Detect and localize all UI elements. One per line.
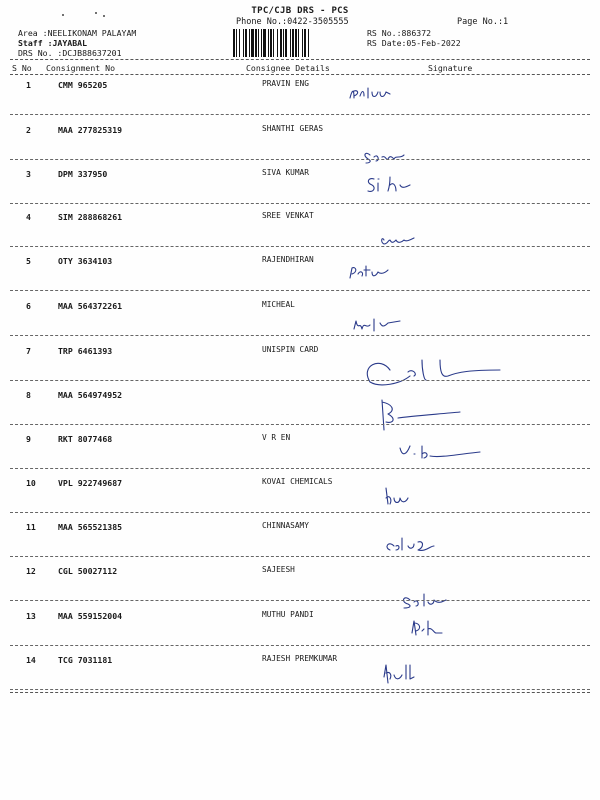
barcode-bar xyxy=(261,29,262,57)
rs-info xyxy=(367,28,461,48)
row-divider xyxy=(10,512,590,513)
barcode-bar xyxy=(308,29,309,57)
column-header-consignee: Consignee Details xyxy=(246,63,330,73)
barcode-bar xyxy=(285,29,287,57)
row-sno: 5 xyxy=(26,256,31,266)
table-row xyxy=(0,390,600,434)
row-sno: 14 xyxy=(26,655,36,665)
row-consignee: RAJENDHIRAN xyxy=(262,255,314,264)
row-consignee: UNISPIN CARD xyxy=(262,345,319,354)
barcode-bar xyxy=(304,29,306,57)
column-header-sno: S No xyxy=(12,63,32,73)
column-header-consignment: Consignment No xyxy=(46,63,116,73)
signature-image xyxy=(330,522,530,566)
row-consignment-no: DPM 337950 xyxy=(58,169,108,179)
row-divider xyxy=(10,203,590,204)
area-label: Area :NEELIKONAM PALAYAM xyxy=(18,28,137,38)
barcode-bar xyxy=(298,29,299,57)
row-divider xyxy=(10,556,590,557)
row-consignee: PRAVIN ENG xyxy=(262,79,309,88)
barcode-bar xyxy=(233,29,235,57)
table-row xyxy=(0,611,600,655)
drs-number: DRS No. :DCJB88637201 xyxy=(18,48,122,58)
row-consignment-no: TCG 7031181 xyxy=(58,655,113,665)
row-consignee: V R EN xyxy=(262,433,291,442)
barcode-bar xyxy=(302,29,303,57)
header-divider-bottom xyxy=(10,74,590,75)
signature-image xyxy=(330,611,530,655)
scan-speck xyxy=(103,15,105,17)
barcode-bar xyxy=(295,29,297,57)
barcode-bar xyxy=(245,29,247,57)
row-sno: 4 xyxy=(26,212,31,222)
signature-image xyxy=(330,390,530,434)
barcode-bar xyxy=(263,29,266,57)
rs-number: RS No.:886372 xyxy=(367,28,432,38)
header-divider-top xyxy=(10,59,590,60)
row-sno: 8 xyxy=(26,390,31,400)
row-consignment-no: MAA 277825319 xyxy=(58,125,123,135)
scan-speck xyxy=(95,12,97,14)
row-consignee: MICHEAL xyxy=(262,300,295,309)
row-sno: 13 xyxy=(26,611,36,621)
barcode-bar xyxy=(243,29,244,57)
table-row xyxy=(0,301,600,345)
row-consignment-no: MAA 559152004 xyxy=(58,611,123,621)
row-consignment-no: TRP 6461393 xyxy=(58,346,113,356)
table-row xyxy=(0,346,600,390)
barcode-bar xyxy=(239,29,240,57)
barcode-bar xyxy=(236,29,237,57)
row-sno: 9 xyxy=(26,434,31,444)
row-divider xyxy=(10,645,590,646)
row-sno: 3 xyxy=(26,169,31,179)
signature-image xyxy=(330,346,530,390)
row-divider xyxy=(10,380,590,381)
barcode-bar xyxy=(290,29,291,57)
barcode-bar xyxy=(273,29,274,57)
row-consignment-no: OTY 3634103 xyxy=(58,256,113,266)
row-divider xyxy=(10,468,590,469)
row-sno: 11 xyxy=(26,522,36,532)
row-consignment-no: MAA 564974952 xyxy=(58,390,123,400)
signature-image xyxy=(330,256,530,300)
table-row xyxy=(0,125,600,169)
row-sno: 1 xyxy=(26,80,31,90)
row-divider xyxy=(10,335,590,336)
barcode-bar xyxy=(283,29,284,57)
signature-image xyxy=(330,434,530,478)
phone-number: Phone No.:0422-3505555 xyxy=(236,17,349,27)
row-consignment-no: MAA 565521385 xyxy=(58,522,123,532)
staff-label: Staff :JAYABAL xyxy=(18,38,88,48)
barcode-image xyxy=(232,29,352,57)
scan-speck xyxy=(62,14,64,16)
row-divider xyxy=(10,114,590,115)
barcode-bar xyxy=(268,29,269,57)
row-consignee: SIVA KUMAR xyxy=(262,168,309,177)
row-divider xyxy=(10,424,590,425)
table-row xyxy=(0,212,600,256)
row-divider xyxy=(10,689,590,690)
signature-image xyxy=(330,478,530,522)
document-title: TPC/CJB DRS - PCS xyxy=(251,6,349,16)
row-consignment-no: SIM 288868261 xyxy=(58,212,123,222)
row-consignment-no: MAA 564372261 xyxy=(58,301,123,311)
row-divider xyxy=(10,159,590,160)
rs-date: RS Date:05-Feb-2022 xyxy=(367,38,461,48)
row-divider xyxy=(10,290,590,291)
table-row xyxy=(0,256,600,300)
row-consignee: RAJESH PREMKUMAR xyxy=(262,654,338,663)
barcode-bar xyxy=(280,29,282,57)
row-sno: 6 xyxy=(26,301,31,311)
table-end-divider xyxy=(10,692,590,693)
barcode-bar xyxy=(258,29,259,57)
row-consignee: KOVAI CHEMICALS xyxy=(262,477,333,486)
row-divider xyxy=(10,600,590,601)
row-consignee: SHANTHI GERAS xyxy=(262,124,324,133)
row-consignee: SAJEESH xyxy=(262,565,295,574)
table-row xyxy=(0,434,600,478)
barcode-bar xyxy=(255,29,257,57)
barcode-bar xyxy=(270,29,272,57)
delivery-info xyxy=(18,28,136,58)
row-consignment-no: RKT 8077468 xyxy=(58,434,113,444)
row-divider xyxy=(10,246,590,247)
row-consignee: CHINNASAMY xyxy=(262,521,309,530)
signature-image xyxy=(330,212,530,256)
table-row xyxy=(0,566,600,610)
row-sno: 7 xyxy=(26,346,31,356)
signature-image xyxy=(330,169,530,213)
barcode-bar xyxy=(251,29,254,57)
table-row xyxy=(0,522,600,566)
row-consignment-no: CMM 965205 xyxy=(58,80,108,90)
barcode-bar xyxy=(277,29,278,57)
column-header-signature: Signature xyxy=(428,63,473,73)
row-consignee: MUTHU PANDI xyxy=(262,610,314,619)
row-sno: 12 xyxy=(26,566,36,576)
signature-image xyxy=(330,125,530,169)
barcode-bar xyxy=(292,29,294,57)
table-row xyxy=(0,478,600,522)
row-consignee: SREE VENKAT xyxy=(262,211,314,220)
table-row xyxy=(0,80,600,124)
signature-image xyxy=(330,80,530,124)
page-number: Page No.:1 xyxy=(457,17,509,27)
barcode-bar xyxy=(249,29,250,57)
table-row xyxy=(0,169,600,213)
signature-image xyxy=(330,566,530,610)
signature-image xyxy=(330,301,530,345)
row-consignment-no: VPL 922749687 xyxy=(58,478,123,488)
row-sno: 2 xyxy=(26,125,31,135)
row-consignment-no: CGL 50027112 xyxy=(58,566,118,576)
row-sno: 10 xyxy=(26,478,36,488)
